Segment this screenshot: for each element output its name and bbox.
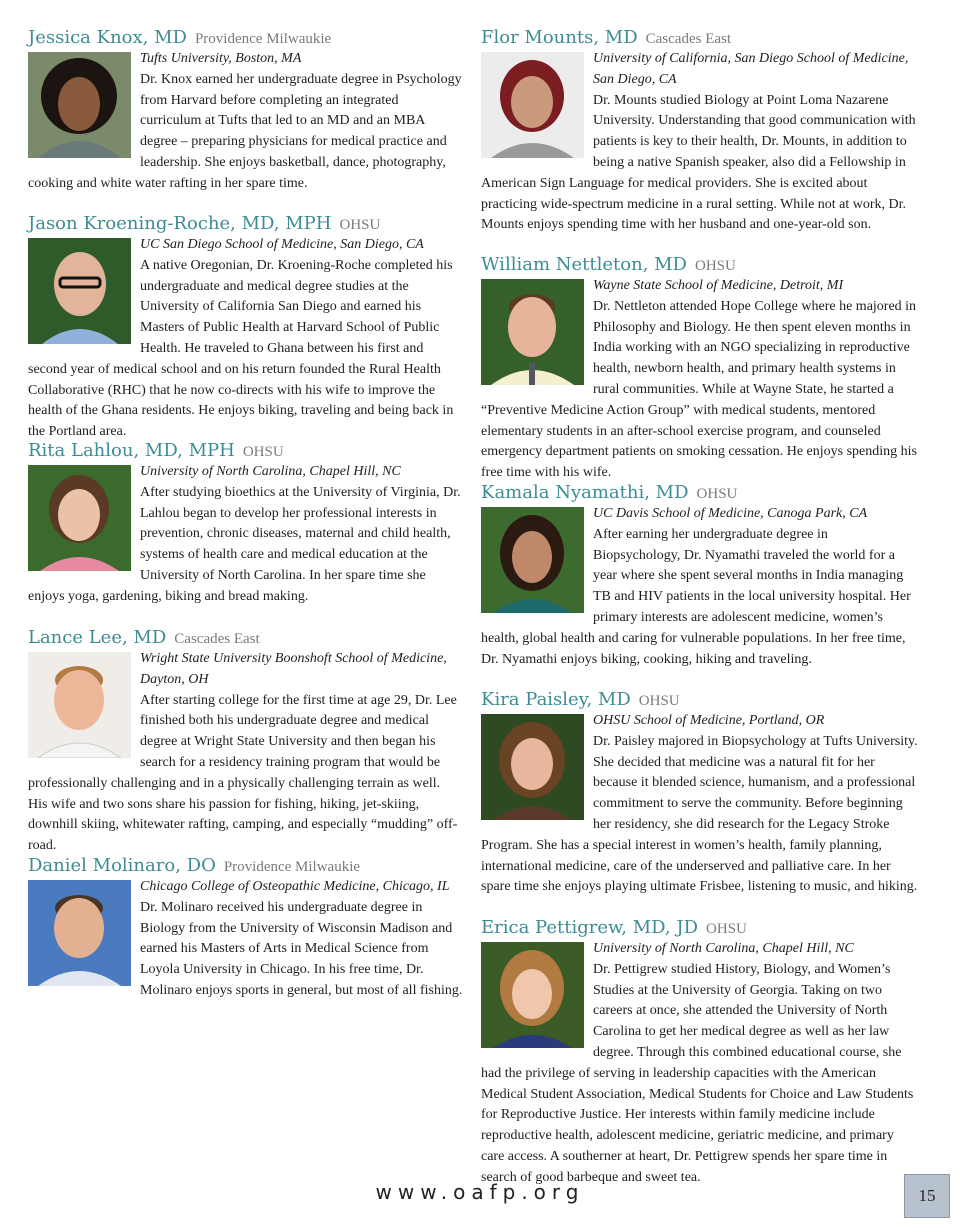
profile-bio: Dr. Pettigrew studied History, Biology, and Women’s Studies at the University of Georgia. Taking on two careers at once, she attended the University of North Carolina to get her medical degree as well as her law degree. Through this combined educational course, she had the privilege of serving in leadership capacities with the American Medical Student Association, Medical Students for Choice and Law Students for Reproductive Justice. Her interests within family medicine include reproductive health, adolescent medicine, geriatric medicine, and primary care access. A southerner at heart, Dr. Pettigrew spends her spare time in search of good barbeque and sweet tea. xyxy=(481,961,914,1185)
profile-bio: After starting college for the first time at age 29, Dr. Lee finished both his undergraduate degree and medical degree at Wright State University and then began his search for a residency training program that would be professionally challenging and in a physically challenging terrain as well. His wife and two sons share his passion for fishing, hiking, jet-skiing, downhill skiing, whitewater rafting, camping, and especially “mudding” off-road. xyxy=(28,692,458,854)
profile-affiliation: OHSU xyxy=(339,217,381,233)
portrait-photo xyxy=(481,52,584,158)
profile-affiliation: OHSU xyxy=(694,258,736,274)
portrait-photo xyxy=(28,238,131,344)
profile-name: Rita Lahlou, MD, MPH xyxy=(28,440,235,461)
profile-name: Kira Paisley, MD xyxy=(481,689,631,710)
portrait-photo xyxy=(481,942,584,1048)
page-number-box xyxy=(904,1174,950,1218)
profile-affiliation: OHSU xyxy=(706,921,747,937)
portrait-photo xyxy=(481,714,584,820)
profile-entry xyxy=(481,917,918,1189)
profile-name: Daniel Molinaro, DO xyxy=(28,855,216,876)
profile-name: Flor Mounts, MD xyxy=(481,27,638,48)
profile-entry xyxy=(28,27,463,195)
profile-header xyxy=(28,440,463,462)
profile-affiliation: OHSU xyxy=(696,486,738,502)
profile-school: University of California, San Diego School of Medicine, San Diego, CA xyxy=(593,51,909,87)
portrait-photo xyxy=(481,507,584,613)
profile-entry xyxy=(481,27,918,236)
profile-header xyxy=(481,689,918,711)
portrait-photo xyxy=(28,880,131,986)
profile-school: Tufts University, Boston, MA xyxy=(140,51,302,66)
profile-school: University of North Carolina, Chapel Hill, NC xyxy=(593,941,854,956)
profile-affiliation: Cascades East xyxy=(174,631,260,647)
profile-affiliation: Providence Milwaukie xyxy=(194,31,332,47)
profile-name: Lance Lee, MD xyxy=(28,627,167,648)
profile-school: OHSU School of Medicine, Portland, OR xyxy=(593,713,825,728)
footer-url: www.oafp.org xyxy=(375,1180,585,1204)
profile-affiliation: OHSU xyxy=(242,444,284,460)
portrait-photo xyxy=(28,465,131,571)
profile-school: University of North Carolina, Chapel Hill, NC xyxy=(140,464,401,479)
profile-school: Wayne State School of Medicine, Detroit, MI xyxy=(593,278,844,293)
profile-header xyxy=(28,27,463,49)
profile-header xyxy=(481,482,918,504)
profile-bio: After earning her undergraduate degree in Biopsychology, Dr. Nyamathi traveled the world for a year where she spent several months in India managing TB and HIV patients in the local university hospital. Her primary interests are adolescent medicine, women’s health, global health and caring for vulnerable populations. In her free time, Dr. Nyamathi enjoys biking, cooking, hiking and traveling. xyxy=(481,526,911,667)
profile-entry xyxy=(481,482,918,670)
profile-bio: After studying bioethics at the University of Virginia, Dr. Lahlou began to develop her professional interests in prevention, chronic diseases, maternal and child health, systems of health care and medical education at the University of North Carolina. In her spare time she enjoys yoga, gardening, biking and bread making. xyxy=(28,484,461,604)
profile-header xyxy=(28,627,463,649)
portrait-photo xyxy=(481,279,584,385)
profile-header xyxy=(481,917,918,939)
profile-affiliation: Cascades East xyxy=(645,31,732,47)
profile-bio: A native Oregonian, Dr. Kroening-Roche completed his undergraduate and medical degree studies at the University of California San Diego and earned his Masters of Public Health at Harvard School of Public Health. He traveled to Ghana between his first and second year of medical school and on his return founded the Rural Health Collaborative (RHC) that he now co-directs with his wife to improve the health of the Ghana residents. He enjoys biking, traveling and being back in the Portland area. xyxy=(28,257,454,440)
profile-school: UC San Diego School of Medicine, San Diego, CA xyxy=(140,237,424,252)
profile-entry xyxy=(28,440,463,608)
profile-affiliation: Providence Milwaukie xyxy=(223,859,361,875)
portrait-photo xyxy=(28,52,131,158)
profile-entry xyxy=(28,213,463,443)
profile-header xyxy=(28,855,463,877)
page-number: 15 xyxy=(918,1186,936,1205)
profile-bio: Dr. Paisley majored in Biopsychology at Tufts University. She decided that medicine was a natural fit for her because it blended science, humanism, and a professional commitment to serve the community. Before beginning her residency, she did research for the Legacy Stroke Program. She has a special interest in women’s health, family planning, international medicine, care of the underserved and palliative care. In her spare time she enjoys playing ultimate Frisbee, listening to music, and hiking. xyxy=(481,733,918,895)
profile-name: William Nettleton, MD xyxy=(481,254,687,275)
profile-entry xyxy=(28,855,463,1002)
portrait-photo xyxy=(28,652,131,758)
profile-bio: Dr. Molinaro received his undergraduate degree in Biology from the University of Wisconsin Madison and earned his Masters of Arts in Medical Science from Loyola University in Chicago. In his free time, Dr. Molinaro enjoys sports in general, but most of all fishing. xyxy=(140,899,463,998)
profile-bio: Dr. Mounts studied Biology at Point Loma Nazarene University. Understanding that good communication with patients is key to their health, Dr. Mounts, in addition to being a native Spanish speaker, also did a Fellowship in American Sign Language for medical providers. She is excited about practicing wide-spectrum medicine in a rural setting. While not at work, Dr. Mounts enjoys spending time with her husband and one-year-old son. xyxy=(481,92,916,233)
profile-name: Jason Kroening-Roche, MD, MPH xyxy=(28,213,332,234)
profile-entry xyxy=(28,627,463,857)
profile-name: Erica Pettigrew, MD, JD xyxy=(481,917,699,938)
profile-header xyxy=(481,254,918,276)
profile-bio: Dr. Knox earned her undergraduate degree in Psychology from Harvard before completing an integrated curriculum at Tufts that led to an MD and an MBA degree – preparing physicians for medical practice and leadership. She enjoys basketball, dance, photography, cooking and white water rafting in her spare time. xyxy=(28,71,462,191)
profile-header xyxy=(28,213,463,235)
profile-entry xyxy=(481,254,918,484)
profile-name: Jessica Knox, MD xyxy=(28,27,187,48)
profile-affiliation: OHSU xyxy=(638,693,680,709)
profile-name: Kamala Nyamathi, MD xyxy=(481,482,689,503)
profile-header xyxy=(481,27,918,49)
profile-entry xyxy=(481,689,918,898)
profile-school: UC Davis School of Medicine, Canoga Park, CA xyxy=(593,506,868,521)
profile-bio: Dr. Nettleton attended Hope College where he majored in Philosophy and Biology. He then spent eleven months in India working with an NGO specializing in reproductive health, newborn health, and primary health systems in rural communities. While at Wayne State, he started a “Preventive Medicine Action Group” with medical students, mentored elementary students in an after-school exercise program, and counseled emergency department patients on smoking cessation. He enjoys spending his free time with his wife. xyxy=(481,298,917,481)
profile-school: Chicago College of Osteopathic Medicine, Chicago, IL xyxy=(140,879,450,894)
profile-school: Wright State University Boonshoft School of Medicine, Dayton, OH xyxy=(140,651,447,687)
